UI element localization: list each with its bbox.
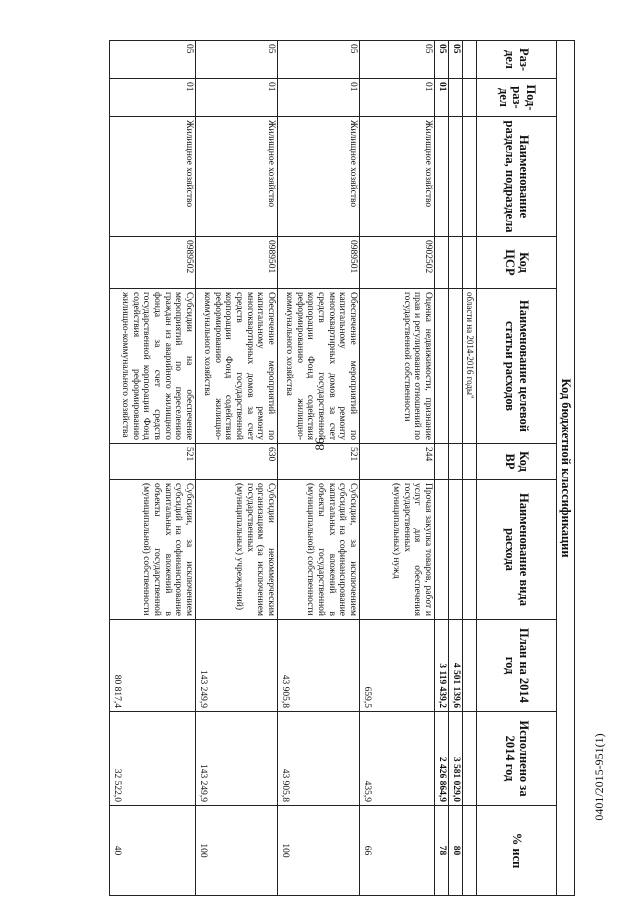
continuation-text: области на 2014-2016 годы" <box>463 289 477 444</box>
cell-razdel: 05 <box>110 41 196 79</box>
cell-pct: 100 <box>278 806 360 896</box>
cell-fact: 43 905,8 <box>278 712 360 806</box>
cell-fact: 435,9 <box>360 712 435 806</box>
header-pct: % исп <box>477 806 557 896</box>
cell-csr: 0989501 <box>278 237 360 289</box>
cell-plan: 4 501 139,6 <box>449 620 463 712</box>
header-name-vr: Наименование вида расхода <box>477 480 557 620</box>
header-podrazdel: Под-раз-дел <box>477 79 557 117</box>
classification-group-header: Код бюджетной классификации <box>557 41 575 896</box>
cell-name-razdel: Жилищное хозяйство <box>278 117 360 237</box>
cell-name-csr: Обеспечение мероприятий по капитальному ремонту многоквартирных домов за счет средств государственной корпорации Фонд содействия реформированию жилищно-коммунального хозяйства <box>196 289 278 444</box>
cell-podrazdel: 01 <box>360 79 435 117</box>
header-name-razdel: Наименование раздела, подраздела <box>477 117 557 237</box>
document-code: 0401/2015-951(1) <box>592 733 606 821</box>
table-row <box>435 41 449 896</box>
cell-name-vr: Субсидии, за исключением субсидий на софинансирование капитальных вложений в объекты государственной (муниципальной) собственности <box>278 480 360 620</box>
cell-pct: 80 <box>449 806 463 896</box>
cell-name-vr: Прочая закупка товаров, работ и услуг для обеспечения государственных (муниципальных) нужд <box>360 480 435 620</box>
table-row <box>449 41 463 896</box>
header-plan: План на 2014 год <box>477 620 557 712</box>
cell-razdel: 05 <box>196 41 278 79</box>
cell-vr: 521 <box>278 444 360 480</box>
cell-name-razdel: Жилищное хозяйство <box>360 117 435 237</box>
cell-name-csr: Оценка недвижимости, признание прав и регулирование отношений по государственной собственности <box>360 289 435 444</box>
table-row <box>110 41 196 896</box>
table-row <box>196 41 278 896</box>
cell-vr: 521 <box>110 444 196 480</box>
cell-pct: 100 <box>196 806 278 896</box>
cell-razdel: 05 <box>278 41 360 79</box>
cell-name-vr: Субсидии, за исключением субсидий на софинансирование капитальных вложений в объекты государственной (муниципальной) собственности <box>110 480 196 620</box>
cell-name-vr: Субсидии некоммерческим организациям (за исключением государственных (муниципальных) учреждений) <box>196 480 278 620</box>
cell-pct: 78 <box>435 806 449 896</box>
cell-podrazdel: 01 <box>110 79 196 117</box>
cell-plan: 80 817,4 <box>110 620 196 712</box>
cell-podrazdel: 01 <box>196 79 278 117</box>
cell-plan: 3 119 439,2 <box>435 620 449 712</box>
cell-name-razdel: Жилищное хозяйство <box>196 117 278 237</box>
cell-name-razdel: Жилищное хозяйство <box>110 117 196 237</box>
table-row <box>278 41 360 896</box>
header-razdel: Раз-дел <box>477 41 557 79</box>
cell-vr: 244 <box>360 444 435 480</box>
budget-table-container <box>110 40 575 895</box>
cell-razdel: 05 <box>435 41 449 79</box>
table-row <box>360 41 435 896</box>
cell-pct: 40 <box>110 806 196 896</box>
cell-fact: 143 249,9 <box>196 712 278 806</box>
cell-pct: 66 <box>360 806 435 896</box>
cell-razdel: 05 <box>360 41 435 79</box>
cell-name-csr: Обеспечение мероприятий по капитальному ремонту многоквартирных домов за счет средств государственной корпорации Фонд содействия реформированию жилищно-коммунального хозяйства <box>278 289 360 444</box>
header-csr: Код ЦСР <box>477 237 557 289</box>
cell-razdel: 05 <box>449 41 463 79</box>
budget-table <box>109 40 575 896</box>
cell-fact: 2 426 864,9 <box>435 712 449 806</box>
page-number: 86 <box>312 437 327 451</box>
cell-podrazdel <box>449 79 463 117</box>
header-fact: Исполнено за 2014 год <box>477 712 557 806</box>
cell-plan: 143 249,9 <box>196 620 278 712</box>
cell-csr: 0989502 <box>110 237 196 289</box>
cell-fact: 32 522,0 <box>110 712 196 806</box>
header-name-csr: Наименование целевой статьи расходов <box>477 289 557 444</box>
cell-fact: 3 581 029,0 <box>449 712 463 806</box>
cell-csr: 0902502 <box>360 237 435 289</box>
header-vr: Код ВР <box>477 444 557 480</box>
cell-podrazdel: 01 <box>278 79 360 117</box>
cell-plan: 43 905,8 <box>278 620 360 712</box>
cell-csr: 0989501 <box>196 237 278 289</box>
cell-name-csr: Субсидии на обеспечение мероприятий по переселению граждан из аварийного жилищного фонда за счет средств государственной корпорации Фонд содействия реформированию жилищно-коммунального хозяйства <box>110 289 196 444</box>
cell-podrazdel: 01 <box>435 79 449 117</box>
cell-vr: 630 <box>196 444 278 480</box>
cell-plan: 659,5 <box>360 620 435 712</box>
